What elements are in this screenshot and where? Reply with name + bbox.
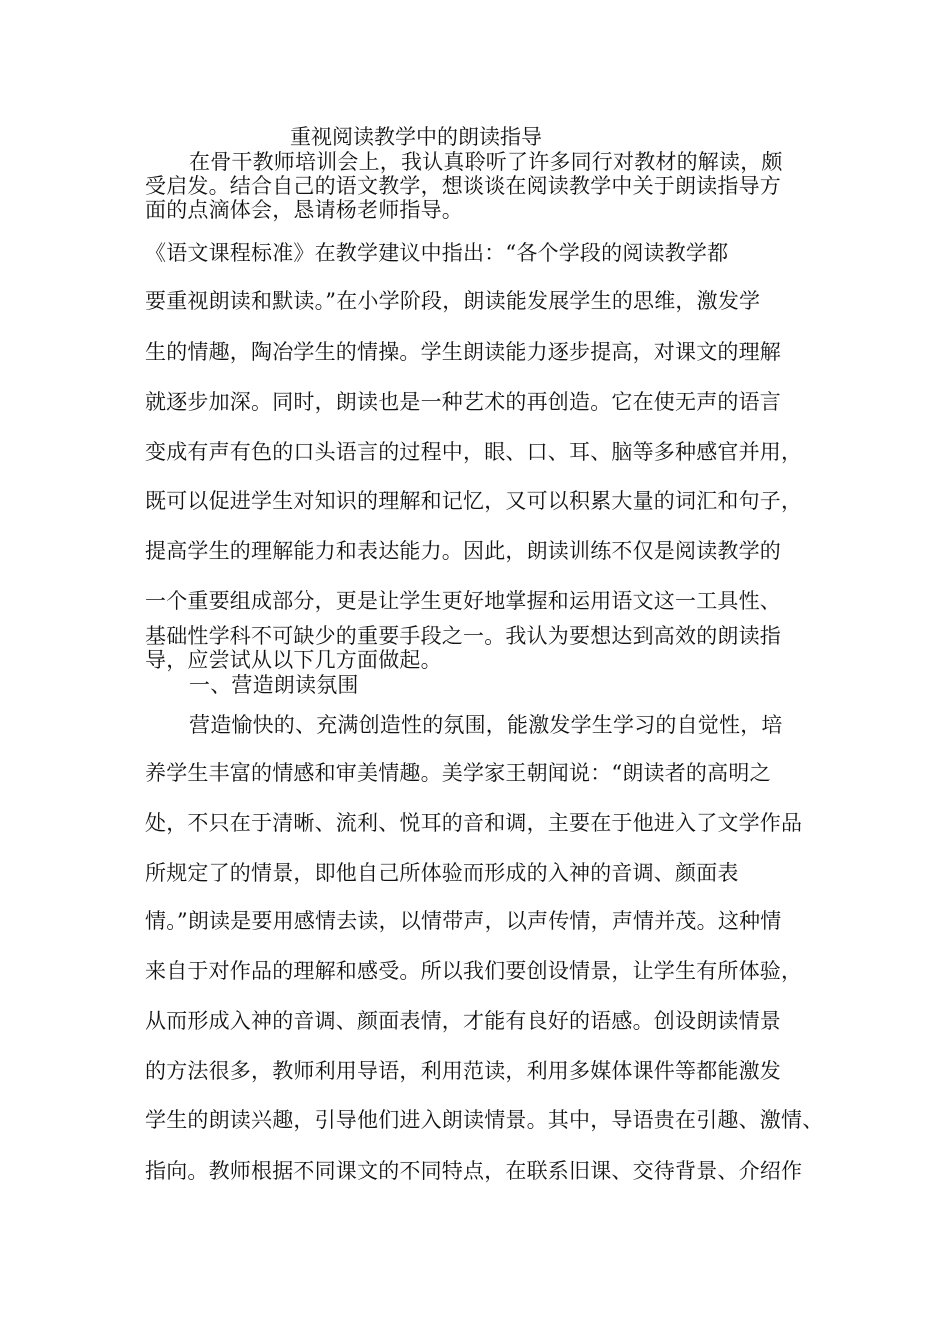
paragraph-line: 受启发。结合自己的语文教学，想谈谈在阅读教学中关于朗读指导方 bbox=[145, 174, 781, 198]
paragraph-line: 提高学生的理解能力和表达能力。因此，朗读训练不仅是阅读教学的 bbox=[145, 539, 781, 563]
paragraph-line: 一个重要组成部分，更是让学生更好地掌握和运用语文这一工具性、 bbox=[145, 589, 781, 613]
paragraph-line: 在骨干教师培训会上，我认真聆听了许多同行对教材的解读，颇 bbox=[189, 150, 783, 174]
paragraph-line: 情。”朗读是要用感情去读，以情带声，以声传情，声情并茂。这种情 bbox=[145, 909, 782, 933]
paragraph-line: 生的情趣，陶冶学生的情操。学生朗读能力逐步提高，对课文的理解 bbox=[145, 340, 781, 364]
paragraph-line: 导，应尝试从以下几方面做起。 bbox=[145, 648, 442, 672]
paragraph-line: 从而形成入神的音调、颜面表情，才能有良好的语感。创设朗读情景 bbox=[145, 1009, 781, 1033]
paragraph-line: 营造愉快的、充满创造性的氛围，能激发学生学习的自觉性，培 bbox=[189, 713, 783, 737]
section-heading: 一、营造朗读氛围 bbox=[189, 673, 359, 697]
paragraph-line: 学生的朗读兴趣，引导他们进入朗读情景。其中，导语贵在引趣、激情、 bbox=[145, 1108, 824, 1132]
paragraph-line: 要重视朗读和默读。”在小学阶段，朗读能发展学生的思维，激发学 bbox=[145, 289, 761, 313]
paragraph-line: 既可以促进学生对知识的理解和记忆，又可以积累大量的词汇和句子， bbox=[145, 489, 803, 513]
paragraph-line: 《语文课程标准》在教学建议中指出：“各个学段的阅读教学都 bbox=[145, 241, 729, 265]
document-title: 重视阅读教学中的朗读指导 bbox=[290, 125, 542, 149]
paragraph-line: 来自于对作品的理解和感受。所以我们要创设情景，让学生有所体验， bbox=[145, 959, 803, 983]
paragraph-line: 处，不只在于清晰、流利、悦耳的音和调，主要在于他进入了文学作品 bbox=[145, 811, 803, 835]
paragraph-line: 基础性学科不可缺少的重要手段之一。我认为要想达到高效的朗读指 bbox=[145, 624, 781, 648]
paragraph-line: 就逐步加深。同时，朗读也是一种艺术的再创造。它在使无声的语言 bbox=[145, 390, 781, 414]
paragraph-line: 养学生丰富的情感和审美情趣。美学家王朝闻说：“朗读者的高明之 bbox=[145, 761, 771, 785]
paragraph-line: 指向。教师根据不同课文的不同特点，在联系旧课、交待背景、介绍作 bbox=[145, 1159, 803, 1183]
paragraph-line: 所规定了的情景，即他自己所体验而形成的入神的音调、颜面表 bbox=[145, 861, 739, 885]
paragraph-line: 变成有声有色的口头语言的过程中，眼、口、耳、脑等多种感官并用， bbox=[145, 440, 803, 464]
paragraph-line: 的方法很多，教师利用导语，利用范读，利用多媒体课件等都能激发 bbox=[145, 1059, 781, 1083]
paragraph-line: 面的点滴体会，恳请杨老师指导。 bbox=[145, 198, 463, 222]
